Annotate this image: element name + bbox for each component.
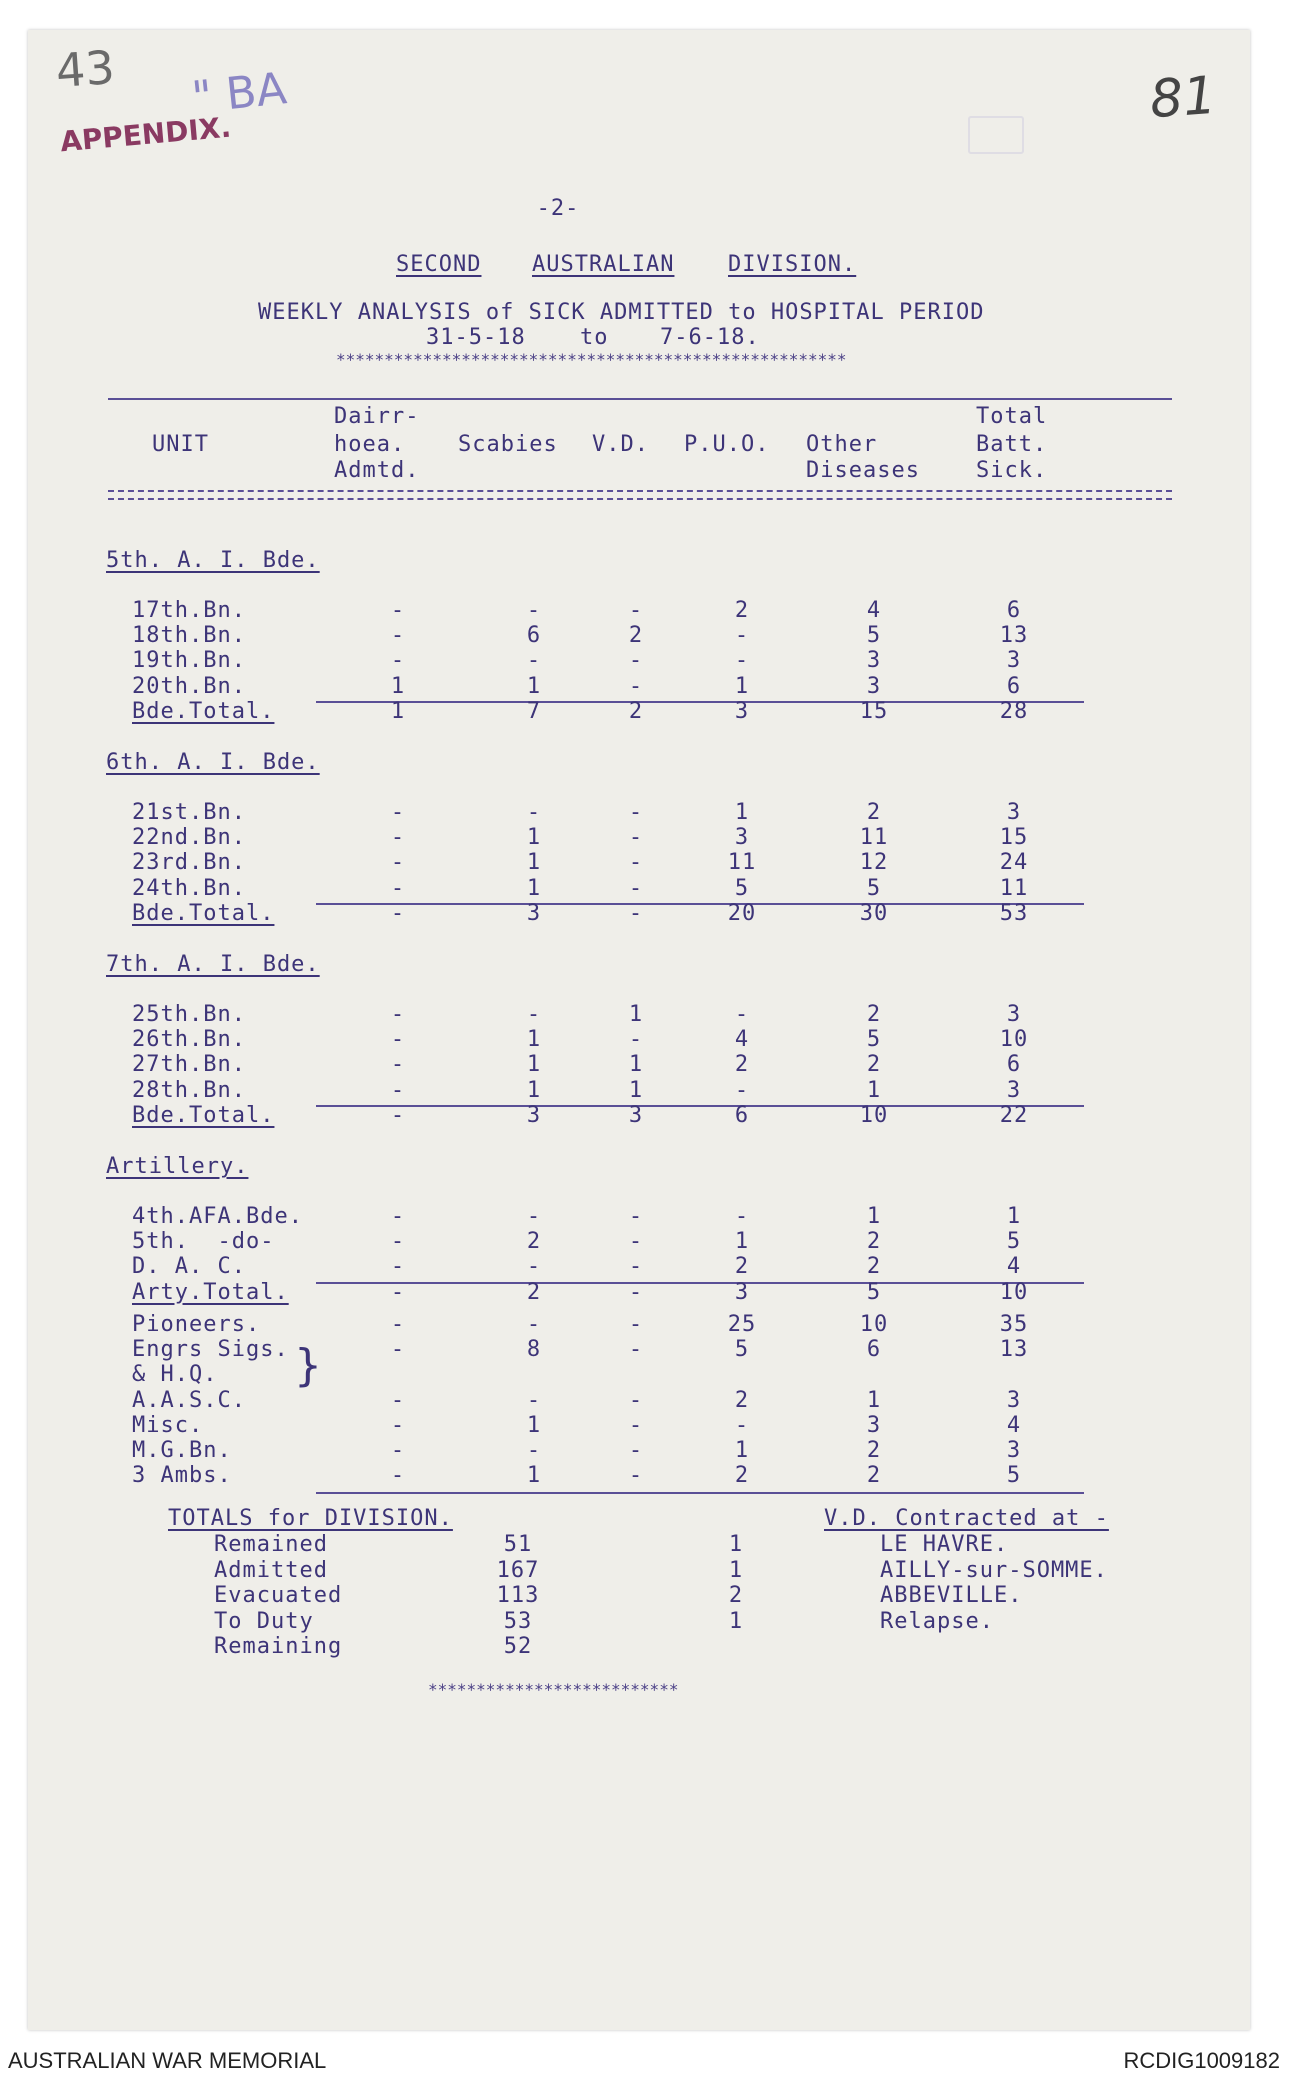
cell-value: 1 <box>526 850 542 876</box>
cell-value: 7 <box>526 698 542 724</box>
totals-count: 52 <box>503 1634 533 1659</box>
vd-place: ABBEVILLE. <box>880 1583 1023 1608</box>
cell-value: 1 <box>866 1077 882 1103</box>
cell-value: 1 <box>526 875 542 901</box>
cell-value: - <box>390 1279 406 1305</box>
cell-value: - <box>390 900 406 926</box>
cell-value: 6 <box>1006 1052 1022 1078</box>
unit-name: D. A. C. <box>132 1254 246 1280</box>
col-unit: UNIT <box>152 432 209 457</box>
folio-number: 81 <box>1147 65 1219 131</box>
footer-left: AUSTRALIAN WAR MEMORIAL <box>8 2048 327 2073</box>
cell-value: - <box>628 1027 644 1053</box>
cell-value: 2 <box>628 623 644 649</box>
cell-value: 1 <box>734 1229 750 1255</box>
brace-mark: } <box>294 1340 322 1391</box>
cell-value: 1 <box>526 1052 542 1078</box>
totals-label: Admitted <box>214 1557 328 1583</box>
unit-name: 19th.Bn. <box>132 648 246 674</box>
unit-name: Pioneers. <box>132 1312 261 1337</box>
cell-value: 5 <box>1006 1463 1022 1489</box>
cell-value: 15 <box>859 698 889 724</box>
cell-value: - <box>628 1387 644 1413</box>
cell-value: 5 <box>734 875 750 901</box>
cell-value: 28 <box>999 698 1029 724</box>
totals-vd-count: 1 <box>728 1557 744 1583</box>
unit-name: Engrs Sigs. <box>132 1337 289 1363</box>
header-top-rule <box>108 398 1172 400</box>
cell-value: - <box>390 1204 406 1229</box>
unit-name: 4th.AFA.Bde. <box>132 1204 303 1229</box>
totals-count: 167 <box>496 1557 540 1583</box>
cell-value: 1 <box>734 800 750 825</box>
col-puo: P.U.O. <box>684 432 770 457</box>
cell-value: - <box>390 623 406 649</box>
cell-value: 3 <box>526 900 542 926</box>
cell-value: 2 <box>734 1463 750 1489</box>
col-other-1: Other <box>806 432 878 457</box>
cell-value: - <box>734 1204 750 1229</box>
cell-value: 5 <box>866 623 882 649</box>
unit-name: 26th.Bn. <box>132 1027 246 1053</box>
totals-label: Evacuated <box>214 1583 343 1608</box>
cell-value: - <box>628 1204 644 1229</box>
cell-value: - <box>390 1077 406 1103</box>
col-diarrhoea-1: Dairr- <box>334 404 420 429</box>
cell-value: 5 <box>866 1027 882 1053</box>
cell-value: 2 <box>866 1052 882 1078</box>
cell-value: - <box>628 825 644 851</box>
cell-value: 5 <box>1006 1229 1022 1255</box>
cell-value: 3 <box>866 648 882 674</box>
cell-value: - <box>390 1102 406 1128</box>
col-total-3: Sick. <box>976 458 1048 483</box>
cell-value: 30 <box>859 900 889 926</box>
col-vd: V.D. <box>592 432 649 457</box>
heading-division: DIVISION. <box>728 252 857 277</box>
cell-value: - <box>526 1002 542 1027</box>
period-to: 7-6-18. <box>660 325 760 350</box>
cell-value: 5 <box>866 1279 882 1305</box>
cell-value: 1 <box>526 1412 542 1438</box>
unit-name: 17th.Bn. <box>132 598 246 623</box>
unit-name: 3 Ambs. <box>132 1463 232 1489</box>
cell-value: 2 <box>866 1438 882 1463</box>
col-total-1: Total <box>976 404 1048 429</box>
cell-value: - <box>628 875 644 901</box>
col-other-2: Diseases <box>806 458 920 483</box>
cell-value: - <box>390 1052 406 1078</box>
cell-value: 3 <box>628 1102 644 1128</box>
totals-heading: TOTALS for DIVISION. <box>168 1506 453 1531</box>
cell-value: - <box>526 1254 542 1280</box>
cell-value: 2 <box>734 1254 750 1280</box>
period-to-word: to <box>580 325 609 350</box>
cell-value: - <box>628 673 644 699</box>
cell-value: 25 <box>727 1312 757 1337</box>
heading-second: SECOND <box>396 252 482 277</box>
cell-value: 4 <box>866 598 882 623</box>
unit-name: 27th.Bn. <box>132 1052 246 1078</box>
totals-count: 51 <box>503 1532 533 1557</box>
cell-value: - <box>526 1312 542 1337</box>
total-label: Bde.Total. <box>132 698 275 724</box>
total-label: Arty.Total. <box>132 1279 289 1305</box>
period-from: 31-5-18 <box>426 325 526 350</box>
report-title: WEEKLY ANALYSIS of SICK ADMITTED to HOSPITAL PERIOD <box>258 300 985 325</box>
cell-value: - <box>390 598 406 623</box>
cell-value: - <box>390 1412 406 1438</box>
cell-value: 24 <box>999 850 1029 876</box>
cell-value: 1 <box>734 1438 750 1463</box>
cell-value: - <box>390 1387 406 1413</box>
cell-value: - <box>628 648 644 674</box>
col-diarrhoea-2: hoea. <box>334 432 406 457</box>
cell-value: - <box>390 648 406 674</box>
totals-vd-count: 1 <box>728 1532 744 1557</box>
cell-value: 3 <box>866 673 882 699</box>
cell-value: 10 <box>999 1279 1029 1305</box>
unit-name: & H.Q. <box>132 1362 218 1388</box>
cell-value: - <box>526 598 542 623</box>
vd-place: AILLY-sur-SOMME. <box>880 1557 1108 1583</box>
cell-value: 3 <box>1006 1438 1022 1463</box>
cell-value: 6 <box>1006 598 1022 623</box>
cell-value: 2 <box>866 1254 882 1280</box>
cell-value: - <box>628 800 644 825</box>
cell-value: 1 <box>628 1002 644 1027</box>
cell-value: 53 <box>999 900 1029 926</box>
totals-vd-count: 1 <box>728 1608 744 1634</box>
heading-australian: AUSTRALIAN <box>532 252 675 277</box>
cell-value: 2 <box>734 1052 750 1078</box>
cell-value: - <box>628 1412 644 1438</box>
cell-value: 4 <box>1006 1254 1022 1280</box>
cell-value: - <box>628 850 644 876</box>
cell-value: - <box>628 1337 644 1363</box>
unit-name: 22nd.Bn. <box>132 825 246 851</box>
cell-value: - <box>628 598 644 623</box>
handwritten-sub: " BA <box>189 63 289 124</box>
cell-value: 5 <box>866 875 882 901</box>
cell-value: - <box>734 623 750 649</box>
cell-value: 8 <box>526 1337 542 1363</box>
cell-value: 10 <box>999 1027 1029 1053</box>
cell-value: - <box>526 648 542 674</box>
cell-value: 1 <box>526 1027 542 1053</box>
vd-heading: V.D. Contracted at - <box>824 1506 1109 1531</box>
cell-value: 2 <box>866 1229 882 1255</box>
footer-right: RCDIG1009182 <box>1123 2048 1280 2073</box>
unit-name: 21st.Bn. <box>132 800 246 825</box>
cell-value: - <box>390 850 406 876</box>
cell-value: 11 <box>999 875 1029 901</box>
cell-value: - <box>390 1312 406 1337</box>
cell-value: 10 <box>859 1312 889 1337</box>
cell-value: 2 <box>866 1002 882 1027</box>
cell-value: 11 <box>859 825 889 851</box>
cell-value: 3 <box>526 1102 542 1128</box>
col-total-2: Batt. <box>976 432 1048 457</box>
cell-value: 3 <box>866 1412 882 1438</box>
cell-value: 2 <box>734 1387 750 1413</box>
total-label: Bde.Total. <box>132 1102 275 1128</box>
cell-value: 1 <box>734 673 750 699</box>
cell-value: - <box>526 800 542 825</box>
brigade-heading: Artillery. <box>106 1154 249 1179</box>
unit-name: M.G.Bn. <box>132 1438 232 1463</box>
brigade-heading: 7th. A. I. Bde. <box>106 952 320 977</box>
unit-name: 25th.Bn. <box>132 1002 246 1027</box>
vd-place: LE HAVRE. <box>880 1532 1009 1557</box>
appendix-stamp: APPENDIX. <box>58 110 233 159</box>
cell-value: - <box>628 1438 644 1463</box>
cell-value: 6 <box>734 1102 750 1128</box>
cell-value: - <box>390 800 406 825</box>
cell-value: - <box>526 1387 542 1413</box>
cell-value: 22 <box>999 1102 1029 1128</box>
cell-value: 3 <box>1006 1077 1022 1103</box>
totals-vd-count: 2 <box>728 1583 744 1608</box>
cell-value: 6 <box>526 623 542 649</box>
heading-stars: ***************************************************** <box>336 350 847 369</box>
unit-name: 18th.Bn. <box>132 623 246 649</box>
cell-value: - <box>390 1438 406 1463</box>
cell-value: - <box>734 1077 750 1103</box>
cell-value: 3 <box>1006 1387 1022 1413</box>
cell-value: - <box>628 1463 644 1489</box>
cell-value: 1 <box>526 1463 542 1489</box>
cell-value: 3 <box>734 1279 750 1305</box>
cell-value: 2 <box>866 1463 882 1489</box>
unit-name: Misc. <box>132 1412 204 1438</box>
cell-value: - <box>526 1204 542 1229</box>
brigade-heading: 6th. A. I. Bde. <box>106 750 320 775</box>
cell-value: 1 <box>866 1387 882 1413</box>
cell-value: 13 <box>999 623 1029 649</box>
unit-name: 20th.Bn. <box>132 673 246 699</box>
header-double-rule <box>108 490 1172 500</box>
cell-value: 3 <box>1006 648 1022 674</box>
cell-value: - <box>390 1027 406 1053</box>
cell-value: - <box>628 1254 644 1280</box>
cell-value: 1 <box>390 698 406 724</box>
cell-value: - <box>390 1337 406 1363</box>
totals-label: To Duty <box>214 1608 314 1634</box>
cell-value: 4 <box>734 1027 750 1053</box>
cell-value: 2 <box>526 1279 542 1305</box>
cell-value: - <box>390 1254 406 1280</box>
cell-value: 2 <box>526 1229 542 1255</box>
cell-value: 3 <box>1006 1002 1022 1027</box>
cell-value: 2 <box>734 598 750 623</box>
cell-value: - <box>390 1463 406 1489</box>
cell-value: 1 <box>526 673 542 699</box>
cell-value: 1 <box>866 1204 882 1229</box>
cell-value: 3 <box>1006 800 1022 825</box>
cell-value: 12 <box>859 850 889 876</box>
unit-name: 28th.Bn. <box>132 1077 246 1103</box>
unit-name: 5th. -do- <box>132 1229 275 1255</box>
cell-value: 6 <box>1006 673 1022 699</box>
totals-count: 113 <box>496 1583 540 1608</box>
cell-value: 1 <box>628 1052 644 1078</box>
cell-value: - <box>628 1312 644 1337</box>
cell-value: 15 <box>999 825 1029 851</box>
cell-value: 4 <box>1006 1412 1022 1438</box>
cell-value: 35 <box>999 1312 1029 1337</box>
cell-value: - <box>390 1002 406 1027</box>
cell-value: 20 <box>727 900 757 926</box>
cell-value: 3 <box>734 825 750 851</box>
cell-value: 3 <box>734 698 750 724</box>
cell-value: - <box>734 648 750 674</box>
cell-value: - <box>526 1438 542 1463</box>
cell-value: - <box>390 875 406 901</box>
cell-value: 1 <box>526 825 542 851</box>
unit-name: A.A.S.C. <box>132 1387 246 1413</box>
faint-stamp <box>968 116 1024 154</box>
cell-value: - <box>628 1279 644 1305</box>
cell-value: 1 <box>390 673 406 699</box>
totals-count: 53 <box>503 1608 533 1634</box>
col-diarrhoea-3: Admtd. <box>334 458 420 483</box>
cell-value: 11 <box>727 850 757 876</box>
totals-label: Remained <box>214 1532 328 1557</box>
cell-value: 6 <box>866 1337 882 1363</box>
totals-label: Remaining <box>214 1634 343 1659</box>
document-page <box>28 30 1250 2030</box>
cell-value: 2 <box>628 698 644 724</box>
total-label: Bde.Total. <box>132 900 275 926</box>
cell-value: 1 <box>526 1077 542 1103</box>
brigade-heading: 5th. A. I. Bde. <box>106 548 320 573</box>
unit-name: 23rd.Bn. <box>132 850 246 876</box>
cell-value: 10 <box>859 1102 889 1128</box>
others-bottom-rule <box>316 1492 1084 1494</box>
closing-stars: ************************** <box>428 1680 679 1699</box>
cell-value: - <box>628 1229 644 1255</box>
cell-value: 5 <box>734 1337 750 1363</box>
cell-value: - <box>390 1229 406 1255</box>
cell-value: - <box>734 1002 750 1027</box>
cell-value: - <box>390 825 406 851</box>
col-scabies: Scabies <box>458 432 558 457</box>
vd-place: Relapse. <box>880 1608 994 1634</box>
cell-value: - <box>628 900 644 926</box>
cell-value: 2 <box>866 800 882 825</box>
handwritten-ref: 43 <box>54 40 117 98</box>
cell-value: 1 <box>1006 1204 1022 1229</box>
cell-value: 1 <box>628 1077 644 1103</box>
unit-name: 24th.Bn. <box>132 875 246 901</box>
cell-value: 13 <box>999 1337 1029 1363</box>
cell-value: - <box>734 1412 750 1438</box>
page-number: -2- <box>536 196 580 221</box>
